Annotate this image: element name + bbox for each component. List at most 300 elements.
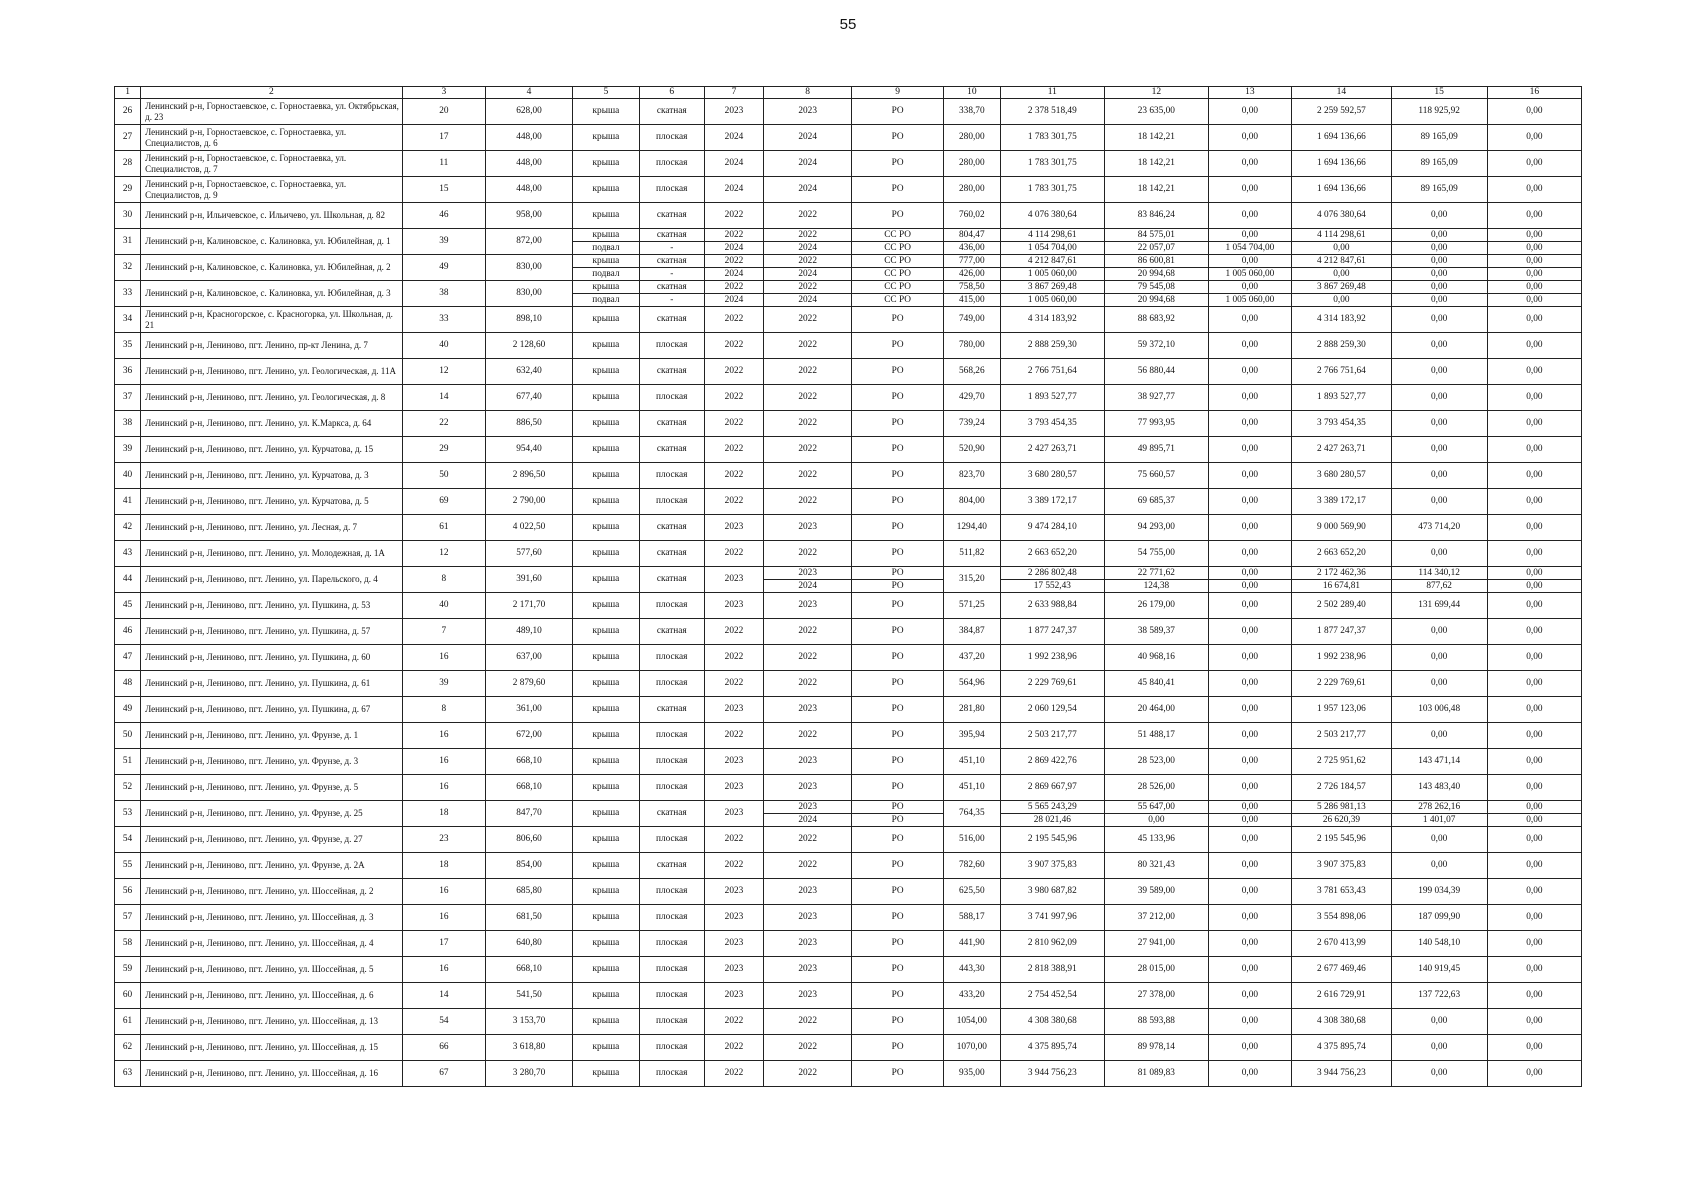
col-11-cell: 3 867 269,48 <box>1000 281 1105 294</box>
col-7-cell: 2022 <box>704 463 764 489</box>
col-11-cell: 4 212 847,61 <box>1000 255 1105 268</box>
col-8-cell: 2023 <box>764 593 852 619</box>
col-15-cell: 140 548,10 <box>1391 931 1487 957</box>
address-cell: Ленинский р-н, Лениново, пгт. Ленино, ул. Шоссейная, д. 13 <box>141 1009 402 1035</box>
col-6-cell: плоская <box>639 151 704 177</box>
col-9-cell: РО <box>852 203 944 229</box>
col-8-cell: 2023 <box>764 567 852 580</box>
col-15-cell: 140 919,45 <box>1391 957 1487 983</box>
col-14-cell: 1 992 238,96 <box>1292 645 1391 671</box>
col-12-cell: 55 647,00 <box>1105 801 1209 814</box>
col-11-cell: 2 888 259,30 <box>1000 333 1105 359</box>
col-5-cell: крыша <box>572 749 639 775</box>
col-11-cell: 1 783 301,75 <box>1000 151 1105 177</box>
col-10-cell: 1294,40 <box>944 515 1000 541</box>
col-11-cell: 3 793 454,35 <box>1000 411 1105 437</box>
col-9-cell: СС РО <box>852 294 944 307</box>
col-8-cell: 2022 <box>764 203 852 229</box>
col-13-cell: 0,00 <box>1208 671 1292 697</box>
col-5-cell: крыша <box>572 593 639 619</box>
col-15-cell: 0,00 <box>1391 385 1487 411</box>
col-14-cell: 4 308 380,68 <box>1292 1009 1391 1035</box>
col-9-cell: РО <box>852 697 944 723</box>
row-number-cell: 42 <box>115 515 141 541</box>
table-row <box>115 541 1582 567</box>
col-4-cell: 2 128,60 <box>486 333 573 359</box>
col-10-cell: 280,00 <box>944 151 1000 177</box>
col-15-cell: 0,00 <box>1391 281 1487 294</box>
col-11-cell: 4 314 183,92 <box>1000 307 1105 333</box>
col-15-cell: 0,00 <box>1391 294 1487 307</box>
col-3-cell: 16 <box>402 749 486 775</box>
col-14-cell: 3 781 653,43 <box>1292 879 1391 905</box>
address-cell: Ленинский р-н, Лениново, пгт. Ленино, ул. Курчатова, д. 15 <box>141 437 402 463</box>
col-5-cell: крыша <box>572 879 639 905</box>
col-9-cell: РО <box>852 593 944 619</box>
column-header-7: 7 <box>704 87 764 99</box>
col-10-cell: 315,20 <box>944 567 1000 593</box>
col-15-cell: 0,00 <box>1391 411 1487 437</box>
table-row <box>115 99 1582 125</box>
row-number-cell: 39 <box>115 437 141 463</box>
col-3-cell: 67 <box>402 1061 486 1087</box>
col-14-cell: 3 680 280,57 <box>1292 463 1391 489</box>
col-10-cell: 281,80 <box>944 697 1000 723</box>
col-8-cell: 2024 <box>764 814 852 827</box>
col-14-cell: 4 314 183,92 <box>1292 307 1391 333</box>
col-14-cell: 2 766 751,64 <box>1292 359 1391 385</box>
col-4-cell: 448,00 <box>486 125 573 151</box>
table-row <box>115 593 1582 619</box>
col-8-cell: 2023 <box>764 801 852 814</box>
col-10-cell: 564,96 <box>944 671 1000 697</box>
col-6-cell: плоская <box>639 333 704 359</box>
row-number-cell: 53 <box>115 801 141 827</box>
col-14-cell: 0,00 <box>1292 242 1391 255</box>
col-15-cell: 0,00 <box>1391 541 1487 567</box>
col-10-cell: 338,70 <box>944 99 1000 125</box>
col-14-cell: 0,00 <box>1292 294 1391 307</box>
col-15-cell: 0,00 <box>1391 333 1487 359</box>
col-5-cell: крыша <box>572 801 639 827</box>
col-7-cell: 2023 <box>704 99 764 125</box>
col-15-cell: 0,00 <box>1391 1009 1487 1035</box>
col-9-cell: РО <box>852 515 944 541</box>
col-14-cell: 0,00 <box>1292 268 1391 281</box>
col-4-cell: 2 171,70 <box>486 593 573 619</box>
address-cell: Ленинский р-н, Лениново, пгт. Ленино, ул. Фрунзе, д. 5 <box>141 775 402 801</box>
col-12-cell: 56 880,44 <box>1105 359 1209 385</box>
col-12-cell: 0,00 <box>1105 814 1209 827</box>
col-13-cell: 0,00 <box>1208 879 1292 905</box>
col-15-cell: 0,00 <box>1391 437 1487 463</box>
col-12-cell: 23 635,00 <box>1105 99 1209 125</box>
col-12-cell: 59 372,10 <box>1105 333 1209 359</box>
col-14-cell: 3 554 898,06 <box>1292 905 1391 931</box>
table-row <box>115 203 1582 229</box>
col-9-cell: РО <box>852 853 944 879</box>
row-number-cell: 63 <box>115 1061 141 1087</box>
col-5-cell: крыша <box>572 1061 639 1087</box>
column-header-4: 4 <box>486 87 573 99</box>
col-3-cell: 16 <box>402 775 486 801</box>
col-5-cell: крыша <box>572 437 639 463</box>
col-11-cell: 28 021,46 <box>1000 814 1105 827</box>
address-cell: Ленинский р-н, Лениново, пгт. Ленино, ул. Шоссейная, д. 5 <box>141 957 402 983</box>
col-15-cell: 103 006,48 <box>1391 697 1487 723</box>
col-5-cell: крыша <box>572 645 639 671</box>
col-16-cell: 0,00 <box>1487 255 1581 268</box>
column-header-9: 9 <box>852 87 944 99</box>
col-10-cell: 935,00 <box>944 1061 1000 1087</box>
col-9-cell: РО <box>852 1009 944 1035</box>
col-14-cell: 2 725 951,62 <box>1292 749 1391 775</box>
col-12-cell: 20 994,68 <box>1105 268 1209 281</box>
col-13-cell: 0,00 <box>1208 593 1292 619</box>
col-10-cell: 437,20 <box>944 645 1000 671</box>
col-11-cell: 2 633 988,84 <box>1000 593 1105 619</box>
col-15-cell: 187 099,90 <box>1391 905 1487 931</box>
address-cell: Ленинский р-н, Лениново, пгт. Ленино, ул. Геологическая, д. 8 <box>141 385 402 411</box>
col-4-cell: 958,00 <box>486 203 573 229</box>
address-cell: Ленинский р-н, Лениново, пгт. Ленино, ул. Шоссейная, д. 2 <box>141 879 402 905</box>
col-10-cell: 433,20 <box>944 983 1000 1009</box>
col-4-cell: 681,50 <box>486 905 573 931</box>
col-8-cell: 2023 <box>764 749 852 775</box>
col-11-cell: 2 869 422,76 <box>1000 749 1105 775</box>
col-10-cell: 625,50 <box>944 879 1000 905</box>
col-16-cell: 0,00 <box>1487 281 1581 294</box>
column-header-1: 1 <box>115 87 141 99</box>
col-13-cell: 0,00 <box>1208 619 1292 645</box>
table-row <box>115 411 1582 437</box>
col-11-cell: 2 427 263,71 <box>1000 437 1105 463</box>
col-8-cell: 2024 <box>764 268 852 281</box>
col-15-cell: 0,00 <box>1391 723 1487 749</box>
col-5-cell: подвал <box>572 294 639 307</box>
col-12-cell: 18 142,21 <box>1105 177 1209 203</box>
col-16-cell: 0,00 <box>1487 1061 1581 1087</box>
column-header-12: 12 <box>1105 87 1209 99</box>
col-14-cell: 3 389 172,17 <box>1292 489 1391 515</box>
col-15-cell: 0,00 <box>1391 489 1487 515</box>
col-6-cell: плоская <box>639 983 704 1009</box>
col-5-cell: крыша <box>572 541 639 567</box>
table-row <box>115 827 1582 853</box>
row-number-cell: 58 <box>115 931 141 957</box>
col-9-cell: РО <box>852 983 944 1009</box>
col-3-cell: 49 <box>402 255 486 281</box>
col-6-cell: плоская <box>639 671 704 697</box>
col-13-cell: 0,00 <box>1208 411 1292 437</box>
col-12-cell: 69 685,37 <box>1105 489 1209 515</box>
col-16-cell: 0,00 <box>1487 268 1581 281</box>
row-number-cell: 28 <box>115 151 141 177</box>
address-cell: Ленинский р-н, Лениново, пгт. Ленино, ул. Пушкина, д. 57 <box>141 619 402 645</box>
col-8-cell: 2022 <box>764 437 852 463</box>
col-11-cell: 2 195 545,96 <box>1000 827 1105 853</box>
col-4-cell: 806,60 <box>486 827 573 853</box>
col-5-cell: крыша <box>572 671 639 697</box>
col-9-cell: РО <box>852 749 944 775</box>
col-15-cell: 89 165,09 <box>1391 177 1487 203</box>
col-6-cell: плоская <box>639 931 704 957</box>
col-14-cell: 2 677 469,46 <box>1292 957 1391 983</box>
col-10-cell: 384,87 <box>944 619 1000 645</box>
col-16-cell: 0,00 <box>1487 333 1581 359</box>
col-11-cell: 1 005 060,00 <box>1000 294 1105 307</box>
col-13-cell: 0,00 <box>1208 801 1292 814</box>
table-row <box>115 385 1582 411</box>
row-number-cell: 32 <box>115 255 141 281</box>
col-5-cell: крыша <box>572 957 639 983</box>
col-15-cell: 118 925,92 <box>1391 99 1487 125</box>
address-cell: Ленинский р-н, Лениново, пгт. Ленино, ул. Лесная, д. 7 <box>141 515 402 541</box>
col-8-cell: 2023 <box>764 957 852 983</box>
col-14-cell: 1 877 247,37 <box>1292 619 1391 645</box>
col-15-cell: 0,00 <box>1391 307 1487 333</box>
table-row <box>115 1009 1582 1035</box>
col-8-cell: 2022 <box>764 853 852 879</box>
column-number-header-row <box>115 87 1582 99</box>
col-16-cell: 0,00 <box>1487 229 1581 242</box>
col-16-cell: 0,00 <box>1487 723 1581 749</box>
table-row <box>115 307 1582 333</box>
col-5-cell: крыша <box>572 99 639 125</box>
col-3-cell: 16 <box>402 905 486 931</box>
address-cell: Ленинский р-н, Лениново, пгт. Ленино, ул. Фрунзе, д. 2А <box>141 853 402 879</box>
col-11-cell: 2 060 129,54 <box>1000 697 1105 723</box>
col-5-cell: крыша <box>572 229 639 242</box>
col-12-cell: 80 321,43 <box>1105 853 1209 879</box>
col-16-cell: 0,00 <box>1487 827 1581 853</box>
col-14-cell: 2 503 217,77 <box>1292 723 1391 749</box>
page-number: 55 <box>839 16 857 33</box>
col-9-cell: РО <box>852 541 944 567</box>
col-16-cell: 0,00 <box>1487 567 1581 580</box>
col-16-cell: 0,00 <box>1487 151 1581 177</box>
row-number-cell: 50 <box>115 723 141 749</box>
col-15-cell: 131 699,44 <box>1391 593 1487 619</box>
col-9-cell: РО <box>852 619 944 645</box>
address-cell: Ленинский р-н, Лениново, пгт. Ленино, ул. Шоссейная, д. 16 <box>141 1061 402 1087</box>
col-10-cell: 749,00 <box>944 307 1000 333</box>
address-cell: Ленинский р-н, Лениново, пгт. Ленино, ул. Пушкина, д. 61 <box>141 671 402 697</box>
col-5-cell: крыша <box>572 697 639 723</box>
col-10-cell: 758,50 <box>944 281 1000 294</box>
col-13-cell: 0,00 <box>1208 255 1292 268</box>
col-12-cell: 27 941,00 <box>1105 931 1209 957</box>
column-header-6: 6 <box>639 87 704 99</box>
col-13-cell: 0,00 <box>1208 814 1292 827</box>
column-header-15: 15 <box>1391 87 1487 99</box>
col-7-cell: 2024 <box>704 177 764 203</box>
col-9-cell: РО <box>852 489 944 515</box>
col-16-cell: 0,00 <box>1487 437 1581 463</box>
col-7-cell: 2023 <box>704 879 764 905</box>
col-11-cell: 2 663 652,20 <box>1000 541 1105 567</box>
col-11-cell: 3 944 756,23 <box>1000 1061 1105 1087</box>
col-8-cell: 2023 <box>764 931 852 957</box>
col-14-cell: 2 670 413,99 <box>1292 931 1391 957</box>
table-row <box>115 1035 1582 1061</box>
col-9-cell: РО <box>852 151 944 177</box>
col-15-cell: 143 471,14 <box>1391 749 1487 775</box>
col-9-cell: СС РО <box>852 255 944 268</box>
col-3-cell: 17 <box>402 931 486 957</box>
col-14-cell: 2 195 545,96 <box>1292 827 1391 853</box>
col-16-cell: 0,00 <box>1487 749 1581 775</box>
col-13-cell: 0,00 <box>1208 580 1292 593</box>
col-8-cell: 2022 <box>764 359 852 385</box>
col-12-cell: 84 575,01 <box>1105 229 1209 242</box>
col-3-cell: 50 <box>402 463 486 489</box>
col-3-cell: 14 <box>402 983 486 1009</box>
address-cell: Ленинский р-н, Лениново, пгт. Ленино, ул. Фрунзе, д. 3 <box>141 749 402 775</box>
col-3-cell: 18 <box>402 801 486 827</box>
col-12-cell: 22 057,07 <box>1105 242 1209 255</box>
col-9-cell: РО <box>852 411 944 437</box>
col-15-cell: 0,00 <box>1391 229 1487 242</box>
col-7-cell: 2022 <box>704 307 764 333</box>
col-14-cell: 2 616 729,91 <box>1292 983 1391 1009</box>
col-5-cell: крыша <box>572 281 639 294</box>
col-14-cell: 2 172 462,36 <box>1292 567 1391 580</box>
row-number-cell: 56 <box>115 879 141 905</box>
row-number-cell: 30 <box>115 203 141 229</box>
address-cell: Ленинский р-н, Лениново, пгт. Ленино, ул. Молодежная, д. 1А <box>141 541 402 567</box>
col-6-cell: скатная <box>639 281 704 294</box>
row-number-cell: 27 <box>115 125 141 151</box>
col-11-cell: 4 076 380,64 <box>1000 203 1105 229</box>
col-15-cell: 0,00 <box>1391 1035 1487 1061</box>
col-15-cell: 877,62 <box>1391 580 1487 593</box>
col-9-cell: РО <box>852 801 944 814</box>
col-12-cell: 18 142,21 <box>1105 151 1209 177</box>
col-11-cell: 2 869 667,97 <box>1000 775 1105 801</box>
col-12-cell: 124,38 <box>1105 580 1209 593</box>
col-13-cell: 0,00 <box>1208 333 1292 359</box>
row-number-cell: 62 <box>115 1035 141 1061</box>
col-13-cell: 0,00 <box>1208 957 1292 983</box>
row-number-cell: 33 <box>115 281 141 307</box>
col-9-cell: РО <box>852 385 944 411</box>
row-number-cell: 31 <box>115 229 141 255</box>
column-header-8: 8 <box>764 87 852 99</box>
col-16-cell: 0,00 <box>1487 645 1581 671</box>
col-13-cell: 0,00 <box>1208 723 1292 749</box>
column-header-2: 2 <box>141 87 402 99</box>
row-number-cell: 52 <box>115 775 141 801</box>
col-3-cell: 39 <box>402 229 486 255</box>
col-13-cell: 0,00 <box>1208 203 1292 229</box>
col-13-cell: 0,00 <box>1208 749 1292 775</box>
col-8-cell: 2024 <box>764 125 852 151</box>
col-15-cell: 0,00 <box>1391 255 1487 268</box>
col-12-cell: 39 589,00 <box>1105 879 1209 905</box>
col-9-cell: РО <box>852 931 944 957</box>
col-10-cell: 571,25 <box>944 593 1000 619</box>
col-15-cell: 473 714,20 <box>1391 515 1487 541</box>
table-row <box>115 801 1582 814</box>
col-10-cell: 451,10 <box>944 775 1000 801</box>
col-6-cell: плоская <box>639 879 704 905</box>
table-row <box>115 333 1582 359</box>
col-12-cell: 28 523,00 <box>1105 749 1209 775</box>
col-4-cell: 640,80 <box>486 931 573 957</box>
col-16-cell: 0,00 <box>1487 242 1581 255</box>
col-13-cell: 0,00 <box>1208 567 1292 580</box>
col-6-cell: плоская <box>639 1035 704 1061</box>
col-10-cell: 568,26 <box>944 359 1000 385</box>
address-cell: Ленинский р-н, Горностаевское, с. Горностаевка, ул. Октябрьская, д. 23 <box>141 99 402 125</box>
row-number-cell: 44 <box>115 567 141 593</box>
address-cell: Ленинский р-н, Лениново, пгт. Ленино, ул. Шоссейная, д. 4 <box>141 931 402 957</box>
col-11-cell: 3 741 997,96 <box>1000 905 1105 931</box>
col-12-cell: 40 968,16 <box>1105 645 1209 671</box>
col-13-cell: 0,00 <box>1208 177 1292 203</box>
col-3-cell: 54 <box>402 1009 486 1035</box>
table-row <box>115 229 1582 242</box>
col-16-cell: 0,00 <box>1487 580 1581 593</box>
column-header-16: 16 <box>1487 87 1581 99</box>
col-16-cell: 0,00 <box>1487 905 1581 931</box>
col-4-cell: 668,10 <box>486 749 573 775</box>
col-14-cell: 2 259 592,57 <box>1292 99 1391 125</box>
col-16-cell: 0,00 <box>1487 125 1581 151</box>
col-8-cell: 2022 <box>764 333 852 359</box>
col-12-cell: 86 600,81 <box>1105 255 1209 268</box>
col-8-cell: 2023 <box>764 99 852 125</box>
col-12-cell: 28 526,00 <box>1105 775 1209 801</box>
table-row <box>115 853 1582 879</box>
col-3-cell: 16 <box>402 645 486 671</box>
col-13-cell: 0,00 <box>1208 359 1292 385</box>
col-3-cell: 69 <box>402 489 486 515</box>
address-cell: Ленинский р-н, Горностаевское, с. Горностаевка, ул. Специалистов, д. 6 <box>141 125 402 151</box>
col-14-cell: 1 694 136,66 <box>1292 151 1391 177</box>
col-8-cell: 2024 <box>764 177 852 203</box>
col-3-cell: 29 <box>402 437 486 463</box>
col-14-cell: 2 726 184,57 <box>1292 775 1391 801</box>
row-number-cell: 36 <box>115 359 141 385</box>
col-13-cell: 0,00 <box>1208 281 1292 294</box>
row-number-cell: 57 <box>115 905 141 931</box>
col-11-cell: 2 378 518,49 <box>1000 99 1105 125</box>
col-9-cell: РО <box>852 905 944 931</box>
col-15-cell: 199 034,39 <box>1391 879 1487 905</box>
col-16-cell: 0,00 <box>1487 853 1581 879</box>
row-number-cell: 54 <box>115 827 141 853</box>
col-6-cell: - <box>639 268 704 281</box>
col-12-cell: 81 089,83 <box>1105 1061 1209 1087</box>
col-6-cell: плоская <box>639 125 704 151</box>
col-8-cell: 2022 <box>764 385 852 411</box>
address-cell: Ленинский р-н, Калиновское, с. Калиновка, ул. Юбилейная, д. 3 <box>141 281 402 307</box>
col-4-cell: 361,00 <box>486 697 573 723</box>
col-4-cell: 677,40 <box>486 385 573 411</box>
col-4-cell: 448,00 <box>486 151 573 177</box>
table-row <box>115 957 1582 983</box>
table-row <box>115 281 1582 294</box>
col-12-cell: 22 771,62 <box>1105 567 1209 580</box>
col-13-cell: 0,00 <box>1208 151 1292 177</box>
col-13-cell: 0,00 <box>1208 853 1292 879</box>
row-number-cell: 60 <box>115 983 141 1009</box>
col-14-cell: 4 375 895,74 <box>1292 1035 1391 1061</box>
col-6-cell: плоская <box>639 645 704 671</box>
col-4-cell: 3 280,70 <box>486 1061 573 1087</box>
